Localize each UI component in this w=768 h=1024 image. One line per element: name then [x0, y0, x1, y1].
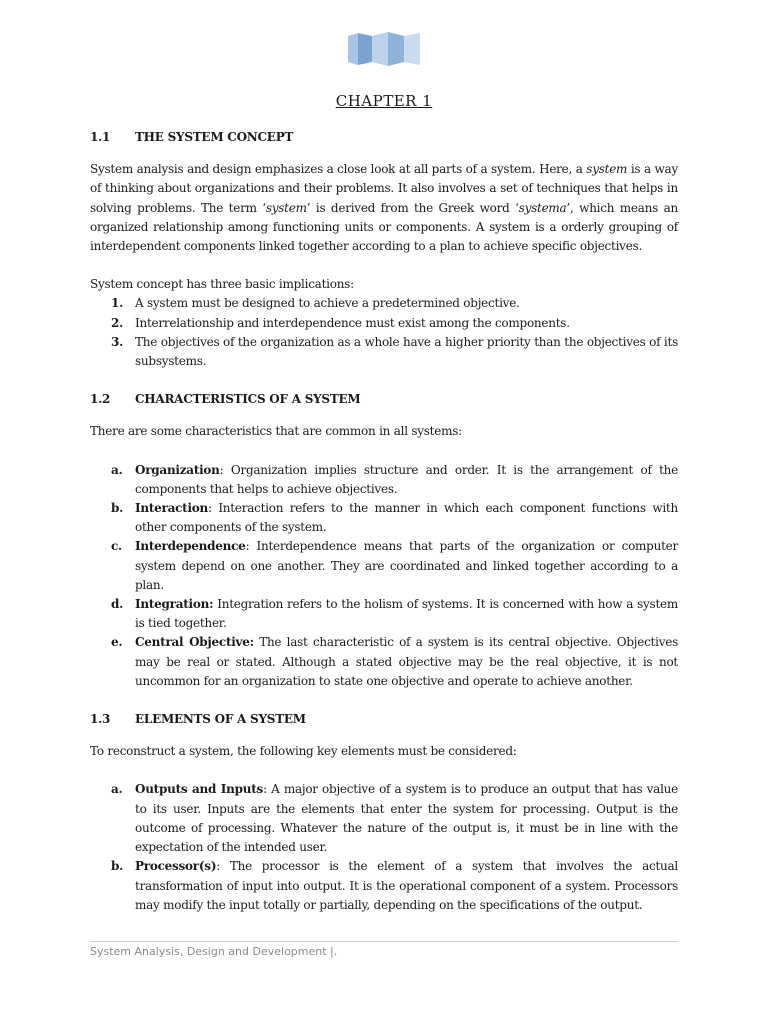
- elements-list: [90, 780, 678, 914]
- list-item: a. Organization: Organization implies structure and order. It is the arrangement of the components that helps to achieve objectives.: [111, 462, 678, 496]
- section-number: 1.1: [90, 130, 111, 144]
- section-number: 1.3: [90, 712, 111, 727]
- list-item: a. Outputs and Inputs: A major objective of a system is to produce an output that has value to its user. Inputs are the elements that enter the system for processing. Output is the outcome of processing. Whatever the nature of the output is, it must be in line with the expectation of the intended user.: [111, 782, 679, 855]
- list-item: c. Interdependence: Interdependence means that parts of the organization or computer system depend on one another. They are coordinated and linked together according to a plan.: [111, 539, 678, 592]
- header-logo: [348, 32, 420, 66]
- page-footer: System Analysis, Design and Development |.: [90, 945, 338, 958]
- implications-list: [90, 294, 678, 371]
- characteristics-list: [90, 461, 678, 691]
- section-paragraph: To reconstruct a system, the following key elements must be considered:: [90, 744, 517, 759]
- page-content: [90, 128, 678, 934]
- section-heading: [90, 710, 678, 729]
- section-title: CHARACTERISTICS OF A SYSTEM: [135, 392, 361, 407]
- section-paragraph: There are some characteristics that are common in all systems:: [90, 424, 462, 439]
- section-paragraph: System concept has three basic implications:: [90, 277, 354, 292]
- section-paragraph: System analysis and design emphasizes a close look at all parts of a system. Here, a system is a way of thinking about organizations and their problems. It also involves a set of techniques that helps in solving problems. The term ‘system’ is derived from the Greek word ‘systema’, which means an organized relationship among functioning units or components. A system is a orderly grouping of interdependent components linked together according to a plan to achieve specific objectives.: [90, 162, 678, 254]
- list-item: e. Central Objective: The last characteristic of a system is its central objective. Objectives may be real or stated. Although a stated objective may be the real objective, it is not uncommon for an organization to state one objective and operate to achieve another.: [111, 635, 678, 688]
- chapter-title: CHAPTER 1: [335, 92, 433, 110]
- list-item: 3. The objectives of the organization as a whole have a higher priority than the objectives of its subsystems.: [111, 334, 678, 369]
- section-title: THE SYSTEM CONCEPT: [135, 130, 294, 144]
- section-title: ELEMENTS OF A SYSTEM: [135, 712, 306, 727]
- section-heading: [90, 128, 678, 147]
- footer-divider: [90, 941, 678, 942]
- section-number: 1.2: [90, 392, 111, 407]
- list-item: 2. Interrelationship and interdependence must exist among the components.: [111, 315, 570, 330]
- section-heading: [90, 390, 678, 409]
- list-item: b. Interaction: Interaction refers to the manner in which each component functions with other components of the system.: [111, 501, 678, 535]
- list-item: 1. A system must be designed to achieve a predetermined objective.: [111, 296, 520, 311]
- list-item: d. Integration: Integration refers to the holism of systems. It is concerned with how a system is tied together.: [111, 597, 678, 631]
- list-item: b. Processor(s): The processor is the element of a system that involves the actual transformation of input into output. It is the operational component of a system. Processors may modify the input totally or partially, depending on the specifications of the output.: [111, 859, 678, 912]
